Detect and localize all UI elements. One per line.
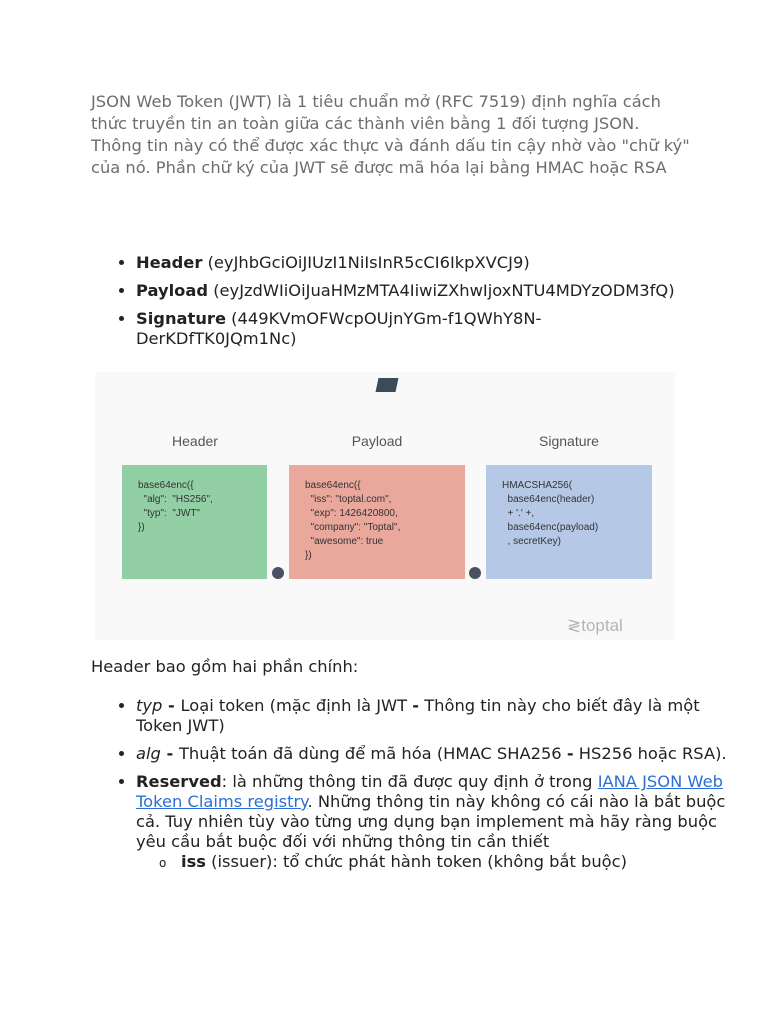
reserved-text: : là những thông tin đã được quy định ở trong [221, 772, 598, 791]
field-sep: - [412, 696, 420, 715]
list-item [136, 309, 696, 349]
reserved-text: . Những thông tin này không có cái nào là bắt buộc cả. Tuy nhiên tùy vào từng ưng dụng bạn implement mà hãy ràng buộc yêu cầu bắt buộc đối với những thông tin cần thiết [136, 792, 726, 851]
diagram-label-payload: Payload [351, 433, 403, 449]
diagram-label-signature: Signature [539, 433, 599, 449]
field-sep: - [160, 744, 179, 763]
claim-term-iss: iss [181, 852, 206, 871]
reserved-term: Reserved [136, 772, 222, 791]
jwt-structure-diagram [95, 372, 675, 640]
field-text: HS256 hoặc RSA). [573, 744, 727, 763]
field-term-alg: alg [136, 744, 161, 763]
intro-paragraph: JSON Web Token (JWT) là 1 tiêu chuẩn mở (RFC 7519) định nghĩa cách thức truyền tin an toàn giữa các thành viên bằng 1 đối tượng JSON. Thông tin này có thể được xác thực và đánh dấu tin cậy nhờ vào "chữ ký" của nó. Phần chữ ký của JWT sẽ được mã hóa lại bằng HMAC hoặc RSA [91, 92, 690, 177]
part-value-payload: (eyJzdWIiOiJuaHMzMTA4IiwiZXhwIjoxNTU4MDYzODM3fQ) [208, 281, 675, 300]
list-item [136, 281, 696, 301]
part-term-signature: Signature [136, 309, 226, 328]
list-item [136, 696, 736, 736]
jwt-parts-list [91, 253, 696, 357]
part-value-header: (eyJhbGciOiJIUzI1NiIsInR5cCI6IkpXVCJ9) [202, 253, 530, 272]
iana-registry-link[interactable]: IANA JSON Web Token Claims registry [136, 772, 723, 811]
payload-code-box: base64enc({ "iss": "toptal.com", "exp": 1426420800, "company": "Toptal", "awesome": true }) [289, 465, 465, 579]
list-item [136, 772, 736, 872]
toptal-logo-text: toptal [581, 616, 623, 635]
claim-text: (issuer): tổ chức phát hành token (không bắt buộc) [205, 852, 627, 871]
field-text: Loại token (mặc định là JWT [180, 696, 413, 715]
list-item [181, 852, 736, 872]
section-label: Header bao gồm hai phần chính: [91, 657, 359, 676]
field-text: Thông tin này cho biết đây là một Token JWT) [136, 696, 700, 735]
reserved-claims-list [136, 852, 736, 872]
list-item [136, 744, 736, 764]
part-term-header: Header [136, 253, 203, 272]
field-sep: - [566, 744, 574, 763]
separator-dot [272, 567, 284, 579]
header-fields-list [91, 696, 736, 872]
toptal-logo-mark: ≷ [567, 616, 582, 635]
header-code-box: base64enc({ "alg": "HS256", "typ": "JWT" }) [122, 465, 267, 579]
diagram-label-header: Header [172, 433, 218, 449]
list-item [136, 253, 696, 273]
toptal-logo [567, 616, 623, 636]
field-sep: - [162, 696, 181, 715]
signature-code-box: HMACSHA256( base64enc(header) + '.' +, base64enc(payload) , secretKey) [486, 465, 652, 579]
part-term-payload: Payload [136, 281, 209, 300]
separator-dot [469, 567, 481, 579]
field-text: Thuật toán đã dùng để mã hóa (HMAC SHA256 [178, 744, 567, 763]
field-term-typ: typ [136, 696, 163, 715]
diagram-tab-shape [376, 378, 399, 392]
part-value-signature: (449KVmOFWcpOUjnYGm-f1QWhY8N-DerKDfTK0JQm1Nc) [136, 309, 542, 348]
